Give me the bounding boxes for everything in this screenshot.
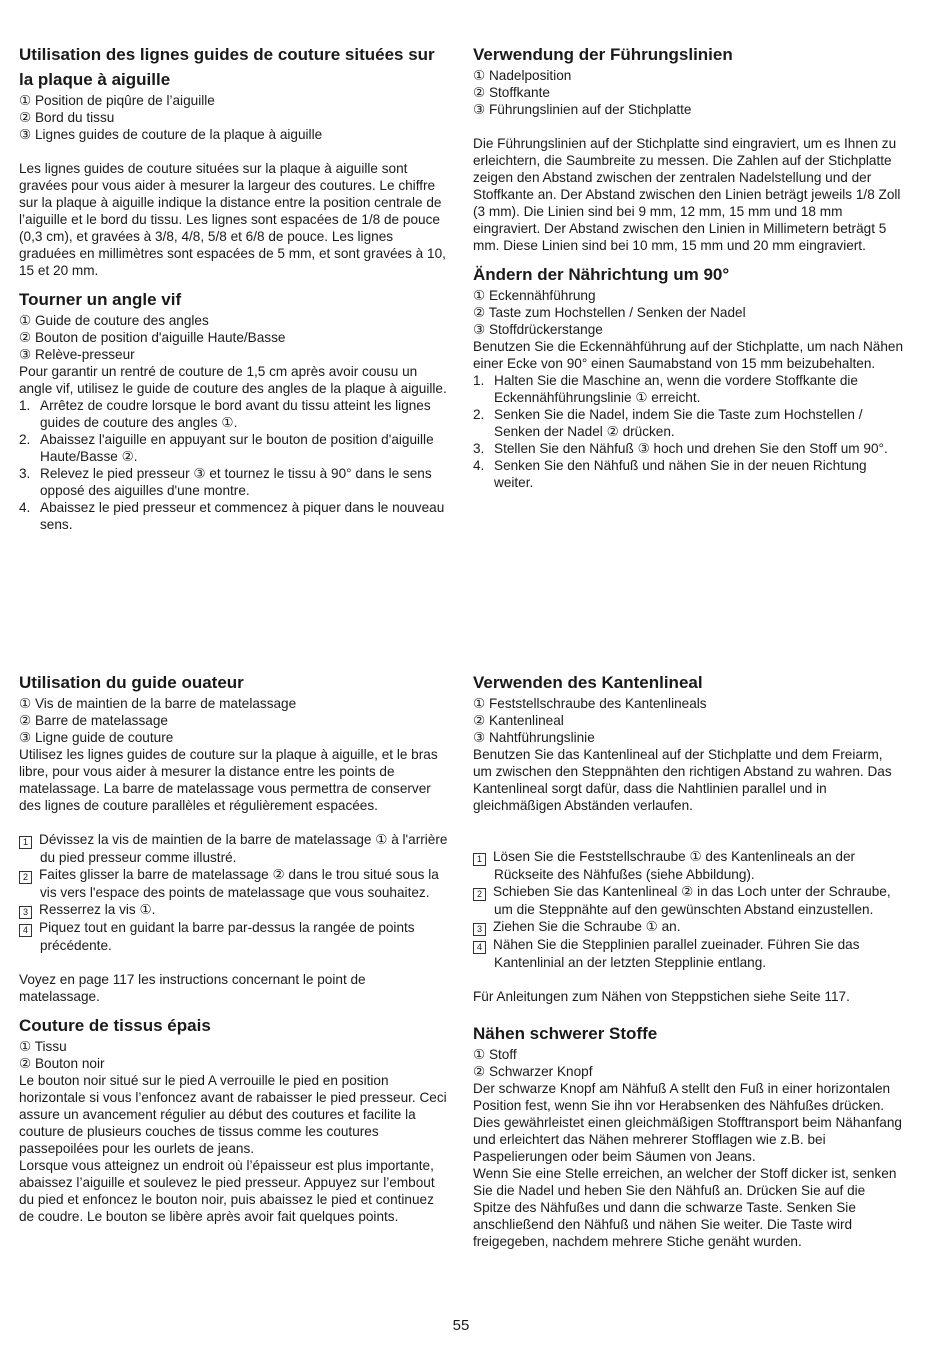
step-item: 2. Senken Sie die Nadel, indem Sie die Taste zum Hochstellen / Senken der Nadel ② drücken. (473, 407, 863, 439)
list-item: ① Tissu (19, 1039, 67, 1054)
list-item: ③ Nahtführungslinie (473, 730, 595, 745)
paragraph: Der schwarze Knopf am Nähfuß A stellt den Fuß in einer horizontalen Position fest, wenn Sie ihn vor Herabsenken des Nähfußes drücken. (473, 1081, 891, 1113)
list-item: ② Taste zum Hochstellen / Senken der Nadel (473, 305, 746, 320)
note: Voyez en page 117 les instructions concernant le point de matelassage. (19, 972, 366, 1004)
note: Für Anleitungen zum Nähen von Steppstichen siehe Seite 117. (473, 989, 850, 1004)
list-item: ① Nadelposition (473, 68, 572, 83)
step-item: 4 Nähen Sie die Stepplinien parallel zueinader. Führen Sie das Kantenlinial an der letzten Stepplinie entlang. (473, 936, 905, 971)
list-item: ② Stoffkante (473, 85, 550, 100)
list-item: ③ Relève-presseur (19, 347, 135, 362)
list-item: ③ Führungslinien auf der Stichplatte (473, 102, 692, 117)
list-item: ① Position de piqûre de l’aiguille (19, 93, 215, 108)
paragraph: Utilisez les lignes guides de couture sur la plaque à aiguille, et le bras libre, pour vous aider à mesurer la distance entre les points de matelassage. La barre de matelassage vous permettra de conserver des lignes de couture parallèles et régulièrement espacées. (19, 747, 438, 813)
step-item: 3. Stellen Sie den Nähfuß ③ hoch und drehen Sie den Stoff um 90°. (473, 441, 888, 456)
step-item: 3. Relevez le pied presseur ③ et tournez le tissu à 90° dans le sens opposé des aiguilles d'une montre. (19, 466, 432, 498)
heading-heavy-fabric-de: Nähen schwerer Stoffe (473, 1024, 658, 1043)
list-item: ① Feststellschraube des Kantenlineals (473, 696, 707, 711)
section-bottom-left (19, 670, 449, 1225)
list-item: ③ Lignes guides de couture de la plaque à aiguille (19, 127, 323, 142)
step-item: 4. Senken Sie den Nähfuß und nähen Sie in der neuen Richtung weiter. (473, 458, 867, 490)
paragraph: Lorsque vous atteignez un endroit où l’épaisseur est plus importante, abaissez l’aiguille et soulevez le pied presseur. Appuyez sur l’embout du pied et enfoncez le bouton noir, puis abaissez le pied et continuez de coudre. Le bouton se libère après avoir fait quelques points. (19, 1158, 435, 1224)
heading-seam-guidelines-fr: Utilisation des lignes guides de couture situées sur la plaque à aiguille (19, 45, 435, 89)
step-item: 4 Piquez tout en guidant la barre par-dessus la rangée de points précédente. (19, 919, 449, 954)
paragraph: Pour garantir un rentré de couture de 1,5 cm après avoir cousu un angle vif, utilisez le guide de couture des angles de la plaque à aiguille. (19, 364, 447, 396)
step-item: 1. Arrêtez de coudre lorsque le bord avant du tissu atteint les lignes guides de couture des angles ①. (19, 398, 431, 430)
step-item: 3 Ziehen Sie die Schraube ① an. (473, 918, 905, 936)
section-top-left (19, 42, 449, 533)
list-item: ② Bouton noir (19, 1056, 105, 1071)
section-bottom-right (473, 670, 905, 1250)
list-item: ① Stoff (473, 1047, 517, 1062)
paragraph: Les lignes guides de couture situées sur la plaque à aiguille sont gravées pour vous aider à mesurer la largeur des coutures. Le chiffre sur la plaque à aiguille indique la distance entre la position centrale de l’aiguille et le bord du tissu. Les lignes sont espacées de 1/8 de pouce (0,3 cm), et gravées à 3/8, 4/8, 5/8 et 6/8 de pouce. Les lignes graduées en millimètres sont espacées de 5 mm, et sont gravées à 10, 15 et 20 mm. (19, 161, 446, 278)
list-item: ② Bouton de position d'aiguille Haute/Basse (19, 330, 286, 345)
list-item: ① Vis de maintien de la barre de matelassage (19, 696, 297, 711)
list-item: ② Schwarzer Knopf (473, 1064, 593, 1079)
list-item: ② Kantenlineal (473, 713, 564, 728)
list-item: ③ Stoffdrückerstange (473, 322, 603, 337)
step-item: 2 Schieben Sie das Kantenlineal ② in das Loch unter der Schraube, um die Steppnähte auf den gewünschten Abstand einzustellen. (473, 883, 905, 918)
step-item: 4. Abaissez le pied presseur et commencez à piquer dans le nouveau sens. (19, 500, 445, 532)
heading-thick-fabric-fr: Couture de tissus épais (19, 1016, 211, 1035)
list-item: ① Guide de couture des angles (19, 313, 209, 328)
list-item: ② Barre de matelassage (19, 713, 168, 728)
list-item: ③ Ligne guide de couture (19, 730, 174, 745)
list-item: ① Eckennähführung (473, 288, 596, 303)
paragraph: Benutzen Sie die Eckennähführung auf der Stichplatte, um nach Nähen einer Ecke von 90° einen Saumabstand von 15 mm beizubehalten. (473, 339, 904, 371)
heading-guidelines-de: Verwendung der Führungslinien (473, 45, 733, 64)
step-item: 1. Halten Sie die Maschine an, wenn die vordere Stoffkante die Eckennähführungslinie ① erreicht. (473, 373, 858, 405)
step-item: 1 Lösen Sie die Feststellschraube ① des Kantenlineals an der Rückseite des Nähfußes (siehe Abbildung). (473, 848, 905, 883)
heading-quilting-guide-fr: Utilisation du guide ouateur (19, 673, 244, 692)
list-item: ② Bord du tissu (19, 110, 115, 125)
step-item: 1 Dévissez la vis de maintien de la barre de matelassage ① à l'arrière du pied presseur comme illustré. (19, 831, 449, 866)
heading-sharp-corner-fr: Tourner un angle vif (19, 290, 182, 309)
paragraph: Le bouton noir situé sur le pied A verrouille le pied en position horizontale si vous l’enfoncez avant de rabaisser le pied presseur. Ceci assure un avancement régulier au début des coutures et facilite la couture de plusieurs couches de tissus comme les coutures passepoilées pour les ourlets de jeans. (19, 1073, 447, 1156)
step-item: 2 Faites glisser la barre de matelassage ② dans le trou situé sous la vis vers l'espace des points de matelassage que vous souhaitez. (19, 866, 449, 901)
paragraph: Benutzen Sie das Kantenlineal auf der Stichplatte und dem Freiarm, um zwischen den Steppnähten den richtigen Abstand zu wahren. Das Kantenlineal sorgt dafür, dass die Nahtlinien parallel und in gleichmäßigen Abständen verlaufen. (473, 747, 892, 813)
step-item: 3 Resserrez la vis ①. (19, 901, 449, 919)
heading-edge-guide-de: Verwenden des Kantenlineal (473, 673, 703, 692)
section-top-right (473, 42, 905, 491)
paragraph: Dies gewährleistet einen gleichmäßigen Stofftransport beim Nähanfang und erleichtert das Nähen mehrerer Stofflagen wie z.B. bei Paspelierungen oder beim Säumen von Jeans. (473, 1115, 902, 1164)
step-item: 2. Abaissez l'aiguille en appuyant sur le bouton de position d'aiguille Haute/Basse ②. (19, 432, 434, 464)
paragraph: Die Führungslinien auf der Stichplatte sind eingraviert, um es Ihnen zu erleichtern, die Saumbreite zu messen. Die Zahlen auf der Stichplatte zeigen den Abstand zwischen der zentralen Nadelstellung und der Stoffkante an. Der Abstand zwischen den Linien beträgt jeweils 1/8 Zoll (3 mm). Die Linien sind bei 9 mm, 12 mm, 15 mm und 18 mm eingraviert. Der Abstand zwischen den Linien in Millimetern beträgt 5 mm. Diese Linien sind bei 10 mm, 15 mm und 20 mm eingraviert. (473, 136, 901, 253)
paragraph: Wenn Sie eine Stelle erreichen, an welcher der Stoff dicker ist, senken Sie die Nadel und heben Sie den Nähfuß an. Drücken Sie auf die Spitze des Nähfußes und dann die schwarze Taste. Senken Sie anschließend den Nähfuß und nähen Sie weiter. Die Taste wird freigegeben, nachdem mehrere Stiche genäht wurden. (473, 1166, 897, 1249)
page-number: 55 (452, 1317, 470, 1334)
heading-change-direction-de: Ändern der Nährichtung um 90° (473, 265, 730, 284)
